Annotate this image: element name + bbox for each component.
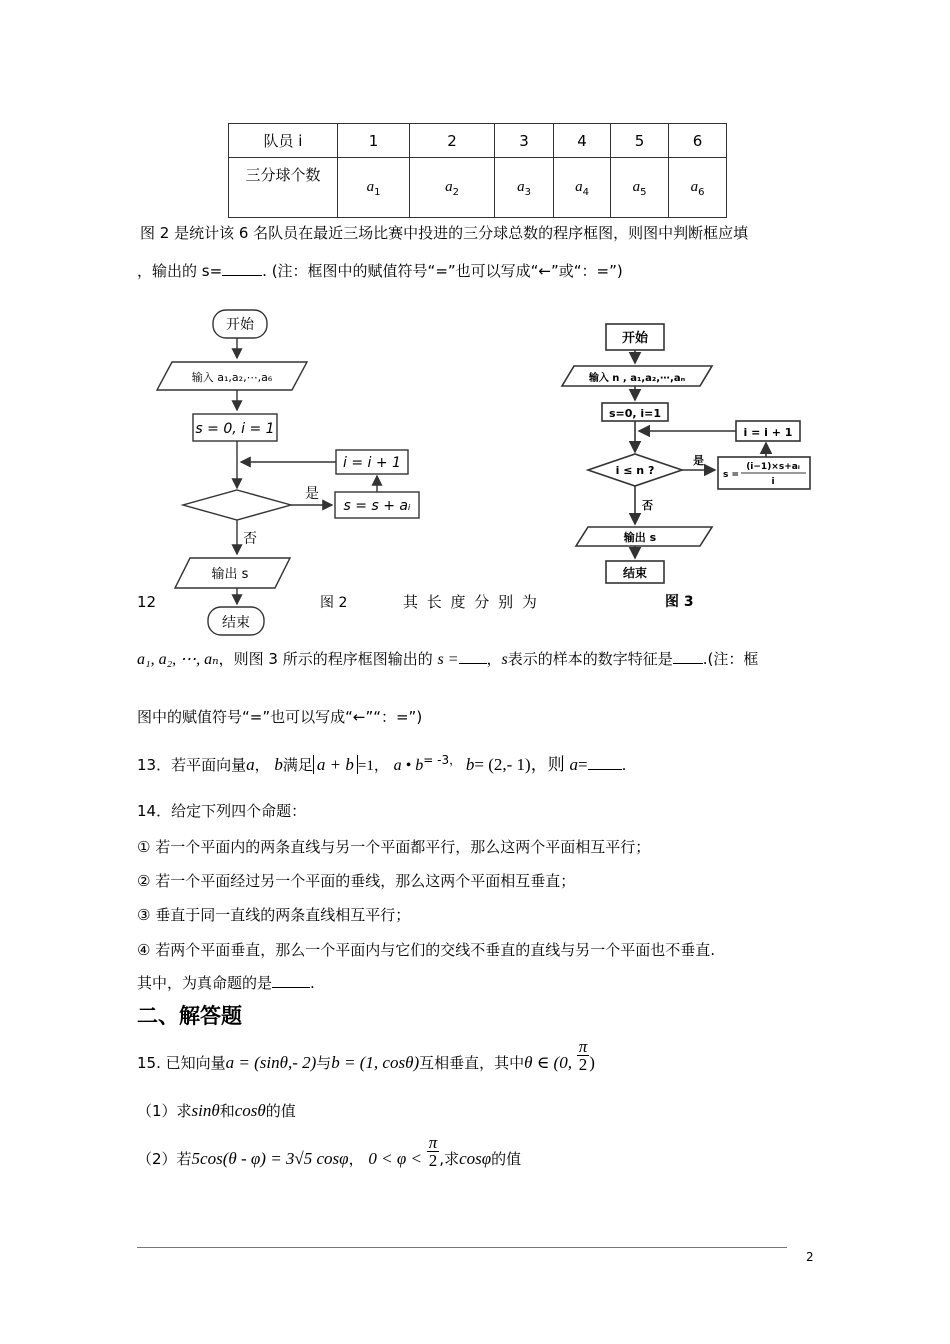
fig3-init-label: s=0, i=1 bbox=[608, 407, 662, 420]
footer-rule bbox=[137, 1247, 787, 1248]
fig3-start-label: 开始 bbox=[621, 331, 649, 346]
fig2-decision bbox=[183, 490, 291, 520]
table-cell: $a_4$ bbox=[554, 158, 611, 218]
three-point-table bbox=[228, 123, 727, 218]
table-col-2: 2 bbox=[410, 124, 495, 158]
table-col-6: 6 bbox=[669, 124, 727, 158]
pi-over-two: $\frac{\pi}{2}$ bbox=[578, 1037, 588, 1074]
fig3-caption: 图 3 bbox=[665, 594, 694, 610]
table-col-3: 3 bbox=[495, 124, 554, 158]
q12-partial-text: 其 长 度 分 别 为 bbox=[403, 593, 539, 611]
fig3-output-label: 输出 s bbox=[623, 531, 657, 544]
q14-item-3: ③ 垂直于同一直线的两条直线相互平行； bbox=[137, 906, 411, 924]
fig3-update-den: i bbox=[771, 477, 775, 487]
fig3-end-label: 结束 bbox=[622, 566, 648, 580]
table-row-label: 三分球个数 bbox=[229, 158, 338, 218]
table-cell: $a_3$ bbox=[495, 158, 554, 218]
fig2-yes-label: 是 bbox=[305, 486, 319, 502]
fig3-no-label: 否 bbox=[642, 499, 653, 512]
section-title: 二、解答题 bbox=[137, 1004, 242, 1028]
fig3-update-num: (i−1)×s+aᵢ bbox=[746, 462, 800, 472]
table-col-4: 4 bbox=[554, 124, 611, 158]
table-col-1: 1 bbox=[338, 124, 410, 158]
fig2-update-label: s = s + aᵢ bbox=[343, 498, 411, 514]
fig3-cond-label: i ≤ n ? bbox=[615, 464, 655, 477]
q11-line1: 图 2 是统计该 6 名队员在最近三场比赛中投进的三分球总数的程序框图，则图中判断框应填 bbox=[140, 224, 749, 242]
fig2-end-label: 结束 bbox=[222, 615, 250, 631]
fig3-inc-label: i = i + 1 bbox=[743, 426, 793, 439]
q12-number: 12 bbox=[137, 593, 157, 611]
q15-stem: 15. 已知向量a = (sinθ,- 2)与b = (1, cosθ)互相垂直，其中θ ∈ (0, $\frac{\pi}{2}$ ) bbox=[137, 1037, 595, 1074]
fig2-inc-label: i = i + 1 bbox=[343, 455, 401, 471]
q13-line: 13．若平面向量a， b满足 a + b =1， a • $b^{= -3,}$ b= (2,- 1)，则 a= . bbox=[137, 753, 627, 774]
table-col-5: 5 bbox=[611, 124, 669, 158]
fig2-no-label: 否 bbox=[243, 531, 257, 547]
q14-answer: 其中，为真命题的是 . bbox=[137, 974, 315, 992]
table-header-label: 队员 i bbox=[229, 124, 338, 158]
q15-part2: （2）若5cos(θ - φ) = 3√5 cosφ， 0 < φ < $\frac{\pi}{2}$ ,求cosφ的值 bbox=[137, 1133, 522, 1170]
table-cell: $a_6$ bbox=[669, 158, 727, 218]
fig2-output-label: 输出 s bbox=[211, 567, 249, 582]
q14-item-4: ④ 若两个平面垂直，那么一个平面内与它们的交线不垂直的直线与另一个平面也不垂直. bbox=[137, 941, 715, 959]
flowchart-fig2 bbox=[140, 300, 440, 640]
pi-over-two: $\frac{\pi}{2}$ bbox=[428, 1133, 438, 1170]
q14-title: 14．给定下列四个命题： bbox=[137, 802, 307, 820]
q12-line3: 图中的赋值符号“=”也可以写成“←”“：=”) bbox=[137, 708, 423, 726]
fig3-update-lhs: s = bbox=[723, 470, 740, 480]
q12-line2: a₁, a₂, ⋯, aₙ，则图 3 所示的程序框图输出的 s = ，s表示的样本的数字特征是 .(注：框 bbox=[137, 650, 759, 668]
fig2-input-label: 输入 a₁,a₂,⋯,a₆ bbox=[191, 371, 273, 384]
fig2-init-label: s = 0, i = 1 bbox=[195, 421, 275, 437]
fig3-input-label: 输入 n , a₁,a₂,⋯,aₙ bbox=[588, 373, 686, 384]
table-cell: $a_2$ bbox=[410, 158, 495, 218]
q14-item-1: ① 若一个平面内的两条直线与另一个平面都平行，那么这两个平面相互平行； bbox=[137, 838, 651, 856]
q11-line2: ，输出的 s= . (注：框图中的赋值符号“=”也可以写成“←”或“：=”) bbox=[137, 262, 623, 280]
fig2-caption: 图 2 bbox=[320, 595, 348, 611]
q15-part1: （1）求sinθ和cosθ的值 bbox=[137, 1101, 296, 1120]
fig2-start-label: 开始 bbox=[226, 317, 254, 333]
page-number: 2 bbox=[806, 1250, 814, 1264]
table-cell: $a_5$ bbox=[611, 158, 669, 218]
table-cell: $a_1$ bbox=[338, 158, 410, 218]
flowchart-fig3 bbox=[560, 318, 820, 610]
fig3-yes-label: 是 bbox=[693, 454, 704, 467]
q14-item-2: ② 若一个平面经过另一个平面的垂线，那么这两个平面相互垂直； bbox=[137, 872, 576, 890]
answer-blank bbox=[222, 275, 262, 276]
